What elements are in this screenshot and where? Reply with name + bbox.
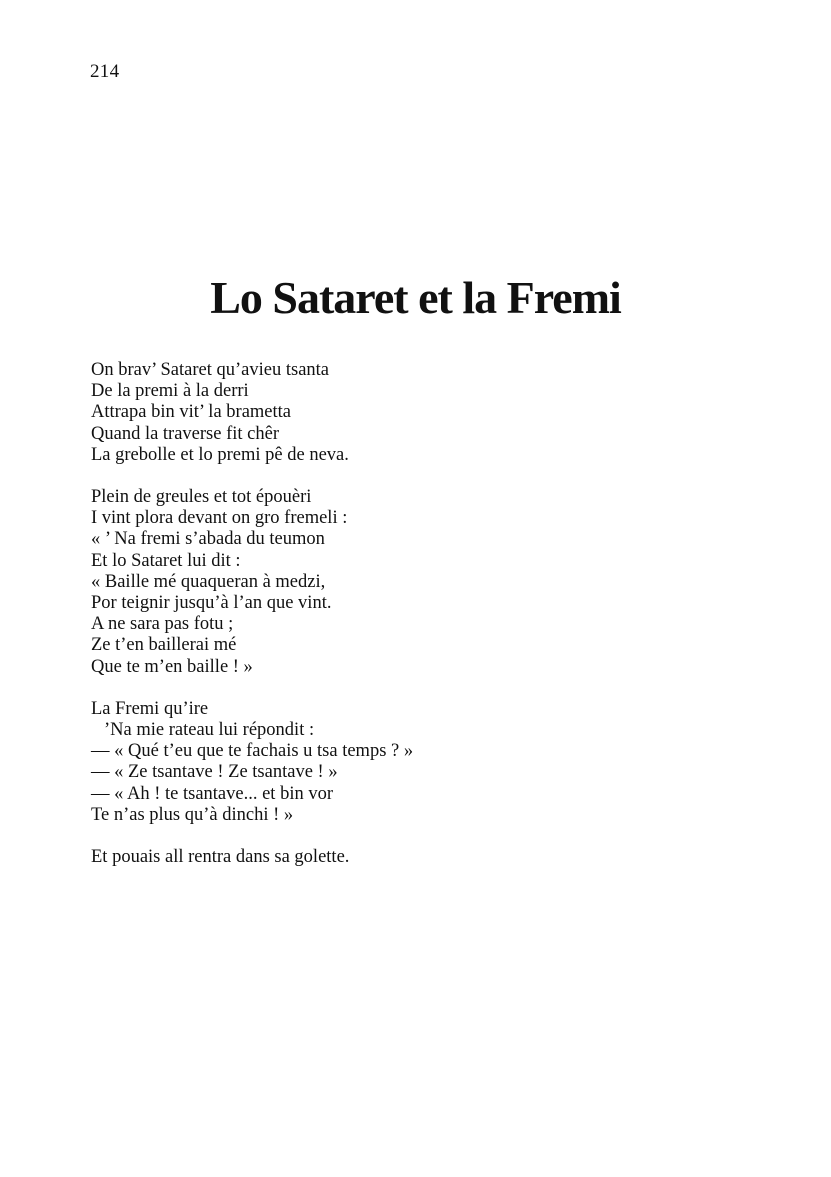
poem-line: Plein de greules et tot épouèri xyxy=(91,487,312,508)
stanza-3 xyxy=(91,699,771,826)
poem-line: — « Ze tsantave ! Ze tsantave ! » xyxy=(91,762,338,783)
poem-line: Attrapa bin vit’ la brametta xyxy=(91,402,291,423)
poem-line: On brav’ Sataret qu’avieu tsanta xyxy=(91,360,330,380)
stanza-2 xyxy=(91,487,771,678)
stanza-1 xyxy=(91,360,771,466)
poem-line: De la premi à la derri xyxy=(91,381,249,402)
poem-line: Que te m’en baille ! » xyxy=(91,656,253,677)
poem-line: La Fremi qu’ire xyxy=(91,698,209,719)
poem-line: — « Qué t’eu que te fachais u tsa temps ? » xyxy=(91,741,414,762)
poem-line: Por teignir jusqu’à l’an que vint. xyxy=(91,593,332,614)
poem-line: Quand la traverse fit chêr xyxy=(91,423,279,444)
poem-line: La grebolle et lo premi pê de neva. xyxy=(91,444,349,465)
poem-line: ’Na mie rateau lui répondit : xyxy=(104,720,315,741)
poem-line: I vint plora devant on gro fremeli : xyxy=(91,508,348,529)
poem-line: « Baille mé quaqueran à medzi, xyxy=(91,571,326,592)
poem-line: Et lo Sataret lui dit : xyxy=(91,550,241,571)
poem-line: « ’ Na fremi s’abada du teumon xyxy=(91,529,325,550)
stanza-4 xyxy=(91,847,771,868)
page-number: 214 xyxy=(90,61,120,82)
poem-body xyxy=(91,360,771,889)
poem-title: Lo Sataret et la Fremi xyxy=(210,272,621,323)
poem-line: Ze t’en baillerai mé xyxy=(91,635,237,656)
poem-line: Te n’as plus qu’à dinchi ! » xyxy=(91,804,294,825)
poem-line: A ne sara pas fotu ; xyxy=(91,614,234,635)
poem-line: — « Ah ! te tsantave... et bin vor xyxy=(91,783,333,804)
poem-line: Et pouais all rentra dans sa golette. xyxy=(91,847,350,868)
